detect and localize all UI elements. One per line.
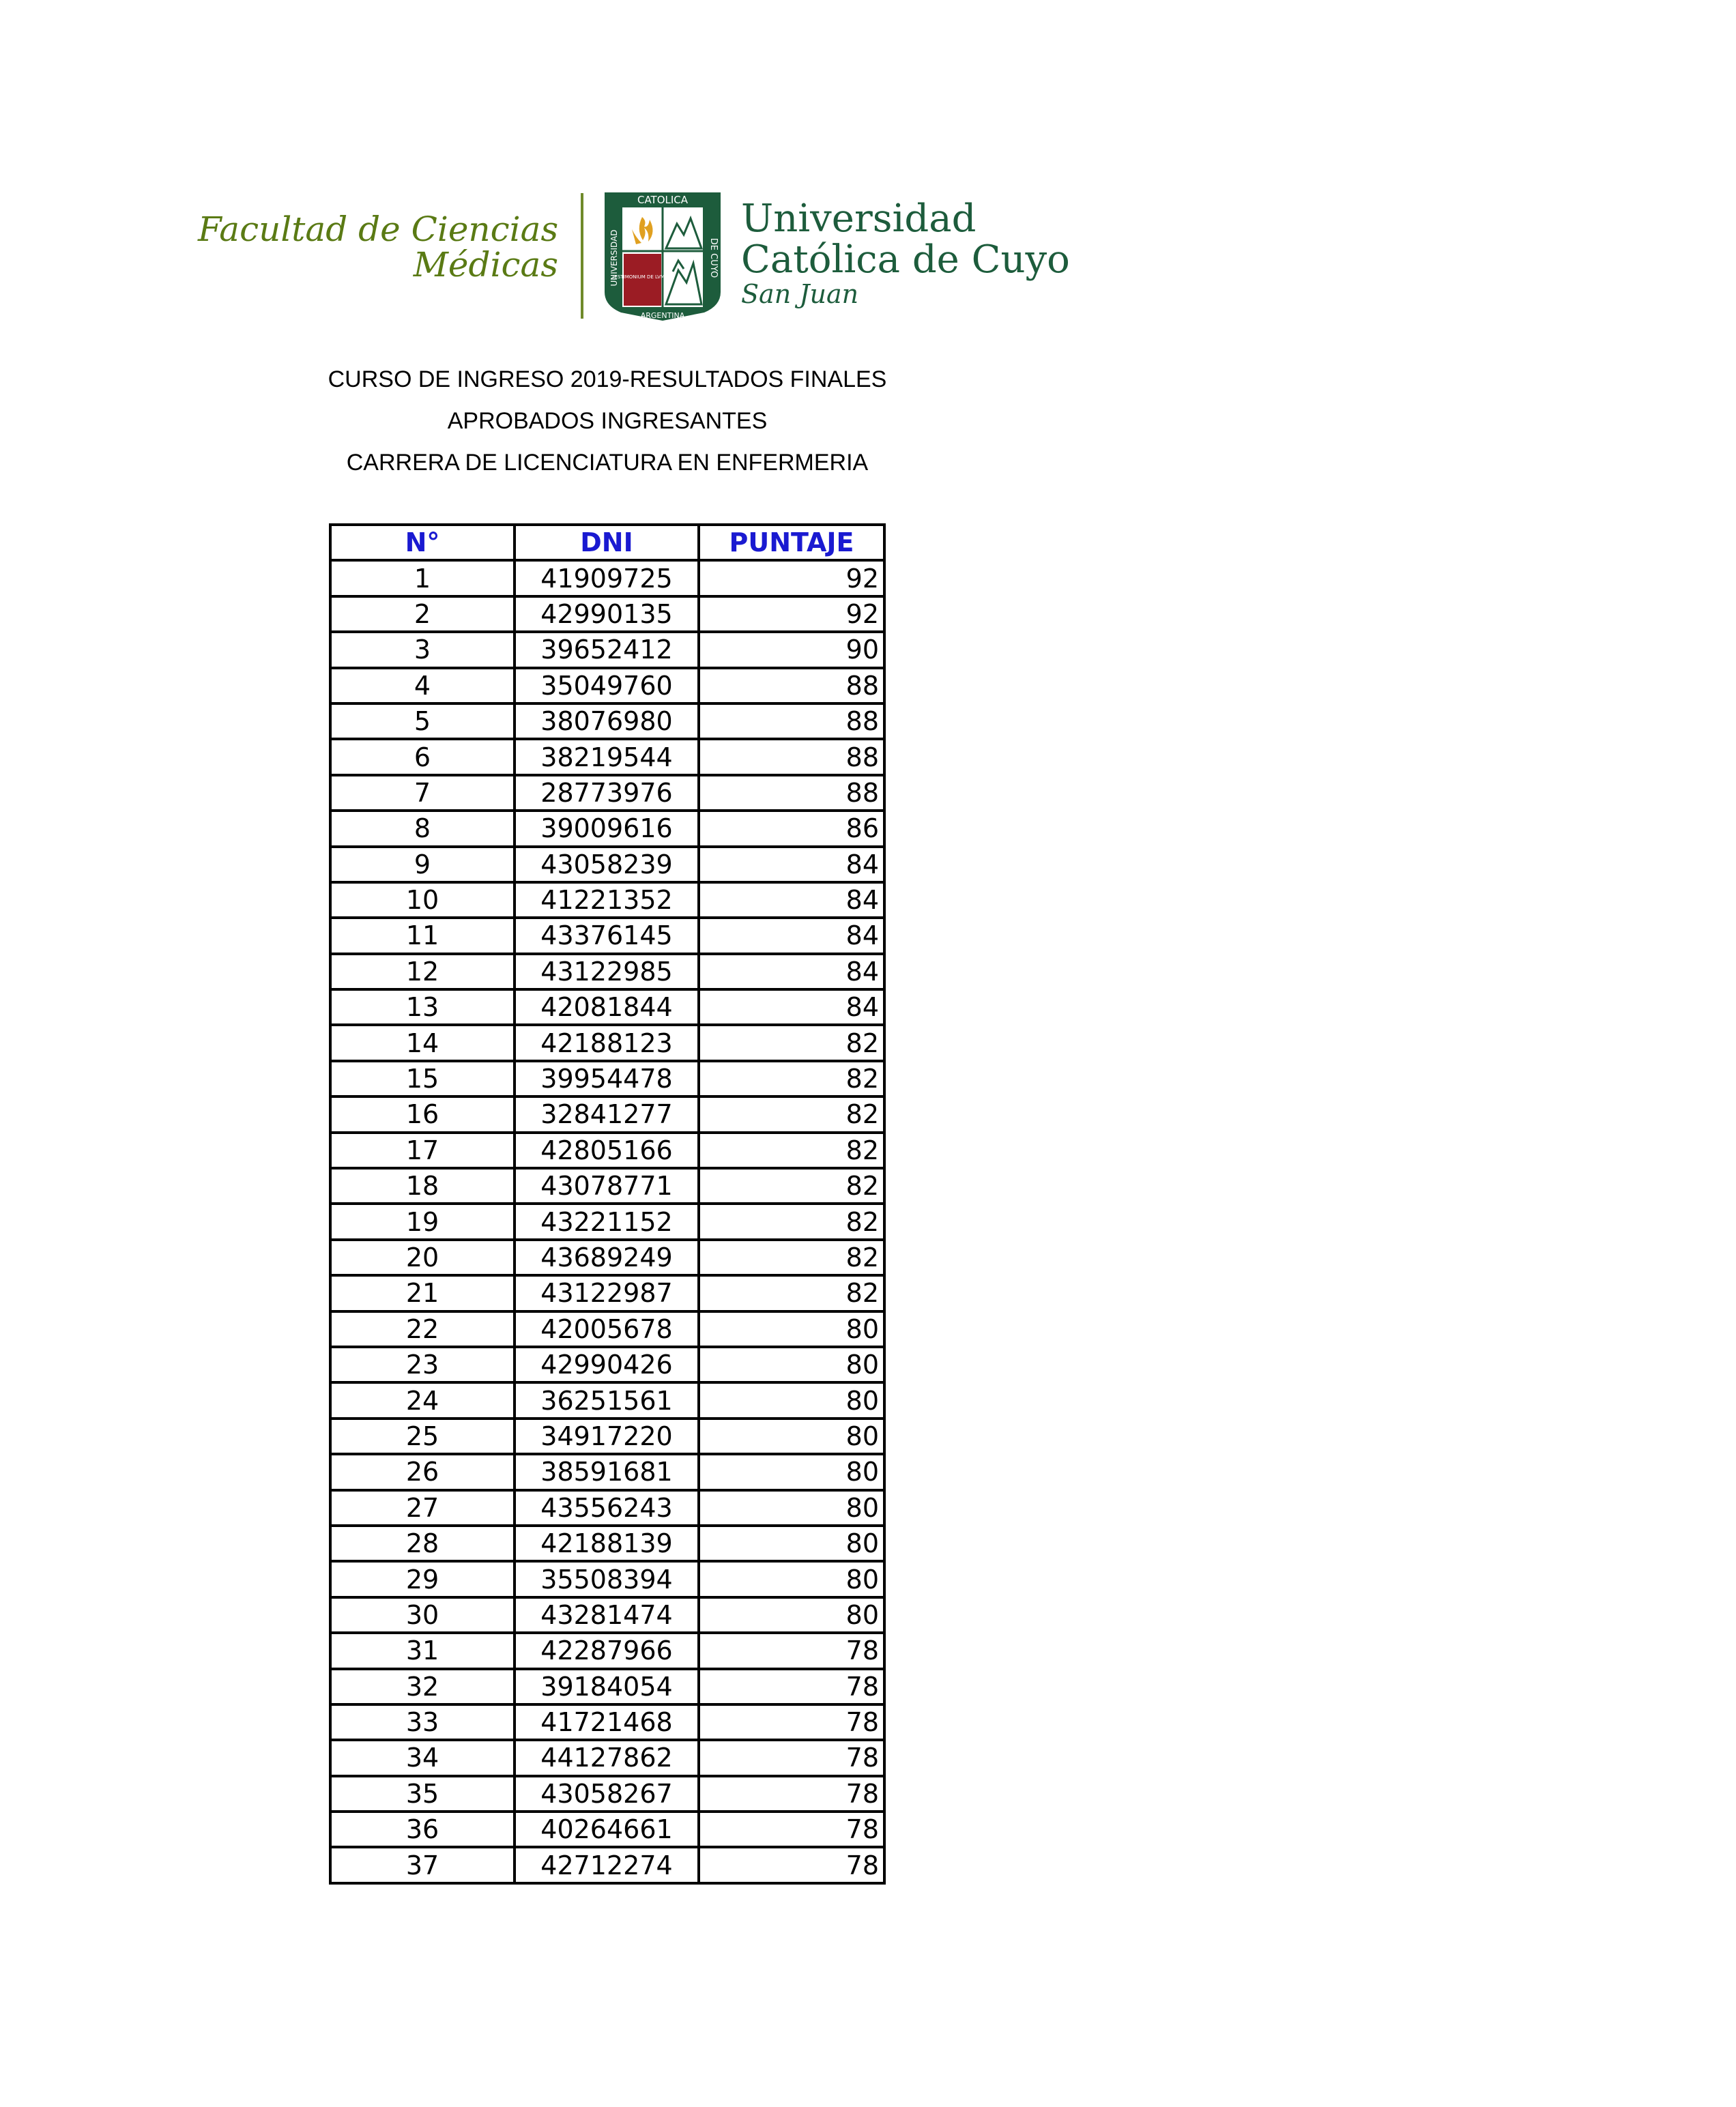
crest-right-text: DE CUYO [708, 237, 719, 278]
table-row [330, 1740, 884, 1775]
university-name-line2: Católica de Cuyo [741, 237, 1070, 282]
cell-number: 4 [330, 668, 515, 703]
cell-puntaje: 80 [699, 1561, 884, 1597]
table-row [330, 847, 884, 882]
cell-number: 25 [330, 1419, 515, 1454]
university-name-line3: San Juan [741, 279, 859, 309]
cell-dni: 41221352 [515, 882, 699, 918]
cell-dni: 43122985 [515, 954, 699, 989]
cell-dni: 28773976 [515, 775, 699, 811]
cell-puntaje: 84 [699, 847, 884, 882]
cell-number: 36 [330, 1812, 515, 1847]
table-row [330, 1168, 884, 1204]
cell-dni: 43556243 [515, 1490, 699, 1526]
table-row [330, 1490, 884, 1526]
cell-number: 11 [330, 918, 515, 953]
cell-puntaje: 78 [699, 1776, 884, 1812]
cell-dni: 42005678 [515, 1311, 699, 1347]
cell-puntaje: 84 [699, 918, 884, 953]
cell-dni: 39009616 [515, 811, 699, 846]
cell-number: 31 [330, 1633, 515, 1668]
title-line3: CARRERA DE LICENCIATURA EN ENFERMERIA [346, 450, 869, 476]
table-row [330, 1776, 884, 1812]
cell-puntaje: 88 [699, 739, 884, 774]
table-row [330, 1847, 884, 1883]
table-row [330, 703, 884, 739]
title-line2: APROBADOS INGRESANTES [447, 408, 768, 434]
cell-dni: 34917220 [515, 1419, 699, 1454]
table-row [330, 1240, 884, 1275]
cell-dni: 39652412 [515, 632, 699, 667]
cell-number: 2 [330, 596, 515, 632]
cell-puntaje: 86 [699, 811, 884, 846]
cell-number: 29 [330, 1561, 515, 1597]
cell-number: 6 [330, 739, 515, 774]
cell-dni: 38219544 [515, 739, 699, 774]
cell-number: 5 [330, 703, 515, 739]
university-name-line1: Universidad [741, 197, 976, 241]
table-row [330, 1633, 884, 1668]
cell-number: 35 [330, 1776, 515, 1812]
table-row [330, 1096, 884, 1132]
cell-number: 15 [330, 1061, 515, 1096]
cell-puntaje: 88 [699, 775, 884, 811]
cell-puntaje: 82 [699, 1061, 884, 1096]
cell-dni: 42712274 [515, 1847, 699, 1883]
cell-number: 19 [330, 1204, 515, 1239]
cell-puntaje: 90 [699, 632, 884, 667]
university-crest-icon [602, 190, 723, 322]
cell-dni: 43122987 [515, 1275, 699, 1311]
table-row [330, 1025, 884, 1060]
cell-number: 30 [330, 1597, 515, 1633]
title-line1: CURSO DE INGRESO 2019-RESULTADOS FINALES [328, 366, 887, 392]
cell-puntaje: 82 [699, 1096, 884, 1132]
results-table [329, 523, 886, 1885]
cell-dni: 43376145 [515, 918, 699, 953]
table-row [330, 1347, 884, 1382]
cell-puntaje: 92 [699, 596, 884, 632]
cell-puntaje: 84 [699, 882, 884, 918]
cell-puntaje: 82 [699, 1275, 884, 1311]
cell-dni: 36251561 [515, 1382, 699, 1418]
table-row [330, 1669, 884, 1704]
table-row [330, 668, 884, 703]
cell-puntaje: 84 [699, 954, 884, 989]
cell-dni: 35049760 [515, 668, 699, 703]
cell-number: 22 [330, 1311, 515, 1347]
cell-number: 7 [330, 775, 515, 811]
cell-number: 37 [330, 1847, 515, 1883]
cell-dni: 42081844 [515, 989, 699, 1025]
table-row [330, 1382, 884, 1418]
cell-number: 13 [330, 989, 515, 1025]
cell-number: 21 [330, 1275, 515, 1311]
cell-puntaje: 82 [699, 1204, 884, 1239]
faculty-name [198, 209, 559, 285]
cell-number: 34 [330, 1740, 515, 1775]
cell-dni: 42990426 [515, 1347, 699, 1382]
cell-puntaje: 80 [699, 1347, 884, 1382]
table-row [330, 989, 884, 1025]
cell-puntaje: 78 [699, 1704, 884, 1740]
cell-number: 27 [330, 1490, 515, 1526]
table-row [330, 1419, 884, 1454]
table-row [330, 560, 884, 596]
cell-puntaje: 80 [699, 1490, 884, 1526]
cell-puntaje: 78 [699, 1812, 884, 1847]
table-row [330, 775, 884, 811]
cell-number: 20 [330, 1240, 515, 1275]
cell-dni: 43058239 [515, 847, 699, 882]
cell-puntaje: 78 [699, 1633, 884, 1668]
logo-divider [581, 193, 583, 319]
cell-puntaje: 82 [699, 1168, 884, 1204]
cell-number: 18 [330, 1168, 515, 1204]
table-row [330, 1561, 884, 1597]
cell-puntaje: 82 [699, 1133, 884, 1168]
cell-dni: 43078771 [515, 1168, 699, 1204]
faculty-name-line1: Facultad de Ciencias [198, 209, 559, 249]
table-row [330, 632, 884, 667]
cell-dni: 42188139 [515, 1526, 699, 1561]
cell-dni: 35508394 [515, 1561, 699, 1597]
cell-puntaje: 80 [699, 1597, 884, 1633]
cell-number: 1 [330, 560, 515, 596]
cell-number: 14 [330, 1025, 515, 1060]
table-row [330, 1311, 884, 1347]
cell-dni: 44127862 [515, 1740, 699, 1775]
cell-number: 33 [330, 1704, 515, 1740]
cell-number: 32 [330, 1669, 515, 1704]
cell-number: 16 [330, 1096, 515, 1132]
header-puntaje: PUNTAJE [699, 525, 884, 560]
table-row [330, 1454, 884, 1490]
university-name [741, 198, 1070, 308]
table-row [330, 596, 884, 632]
table-row [330, 954, 884, 989]
cell-puntaje: 80 [699, 1454, 884, 1490]
cell-puntaje: 80 [699, 1382, 884, 1418]
cell-puntaje: 92 [699, 560, 884, 596]
cell-puntaje: 78 [699, 1847, 884, 1883]
table-row [330, 1526, 884, 1561]
crest-bottom-text: ARGENTINA [640, 311, 685, 320]
cell-dni: 32841277 [515, 1096, 699, 1132]
cell-dni: 40264661 [515, 1812, 699, 1847]
crest-left-text: UNIVERSIDAD [609, 229, 619, 287]
table-header-row [330, 525, 884, 560]
crest-top-text: CATOLICA [637, 194, 689, 206]
cell-puntaje: 80 [699, 1526, 884, 1561]
table-row [330, 918, 884, 953]
table-row [330, 739, 884, 774]
cell-dni: 42287966 [515, 1633, 699, 1668]
cell-puntaje: 82 [699, 1240, 884, 1275]
table-row [330, 1812, 884, 1847]
crest-motto: TESTIMONIUM DE LVMINE [611, 274, 673, 280]
cell-puntaje: 78 [699, 1669, 884, 1704]
cell-puntaje: 78 [699, 1740, 884, 1775]
table-row [330, 1061, 884, 1096]
cell-dni: 43058267 [515, 1776, 699, 1812]
cell-dni: 41721468 [515, 1704, 699, 1740]
results-table-body [330, 560, 884, 1883]
table-row [330, 1704, 884, 1740]
cell-dni: 42990135 [515, 596, 699, 632]
cell-number: 24 [330, 1382, 515, 1418]
cell-puntaje: 84 [699, 989, 884, 1025]
header-dni: DNI [515, 525, 699, 560]
cell-puntaje: 88 [699, 703, 884, 739]
document-titles [205, 364, 1010, 489]
cell-puntaje: 88 [699, 668, 884, 703]
cell-number: 3 [330, 632, 515, 667]
cell-puntaje: 80 [699, 1419, 884, 1454]
cell-dni: 42805166 [515, 1133, 699, 1168]
cell-dni: 43281474 [515, 1597, 699, 1633]
table-row [330, 1133, 884, 1168]
cell-dni: 41909725 [515, 560, 699, 596]
cell-dni: 43689249 [515, 1240, 699, 1275]
cell-dni: 38591681 [515, 1454, 699, 1490]
cell-number: 23 [330, 1347, 515, 1382]
cell-number: 12 [330, 954, 515, 989]
cell-dni: 43221152 [515, 1204, 699, 1239]
table-row [330, 1275, 884, 1311]
cell-number: 8 [330, 811, 515, 846]
cell-number: 10 [330, 882, 515, 918]
header-number: N° [330, 525, 515, 560]
table-row [330, 1597, 884, 1633]
cell-number: 28 [330, 1526, 515, 1561]
table-row [330, 811, 884, 846]
faculty-name-line2: Médicas [413, 245, 558, 285]
cell-number: 26 [330, 1454, 515, 1490]
cell-number: 17 [330, 1133, 515, 1168]
cell-puntaje: 80 [699, 1311, 884, 1347]
cell-dni: 39954478 [515, 1061, 699, 1096]
table-row [330, 882, 884, 918]
cell-puntaje: 82 [699, 1025, 884, 1060]
table-row [330, 1204, 884, 1239]
cell-number: 9 [330, 847, 515, 882]
cell-dni: 38076980 [515, 703, 699, 739]
cell-dni: 39184054 [515, 1669, 699, 1704]
cell-dni: 42188123 [515, 1025, 699, 1060]
